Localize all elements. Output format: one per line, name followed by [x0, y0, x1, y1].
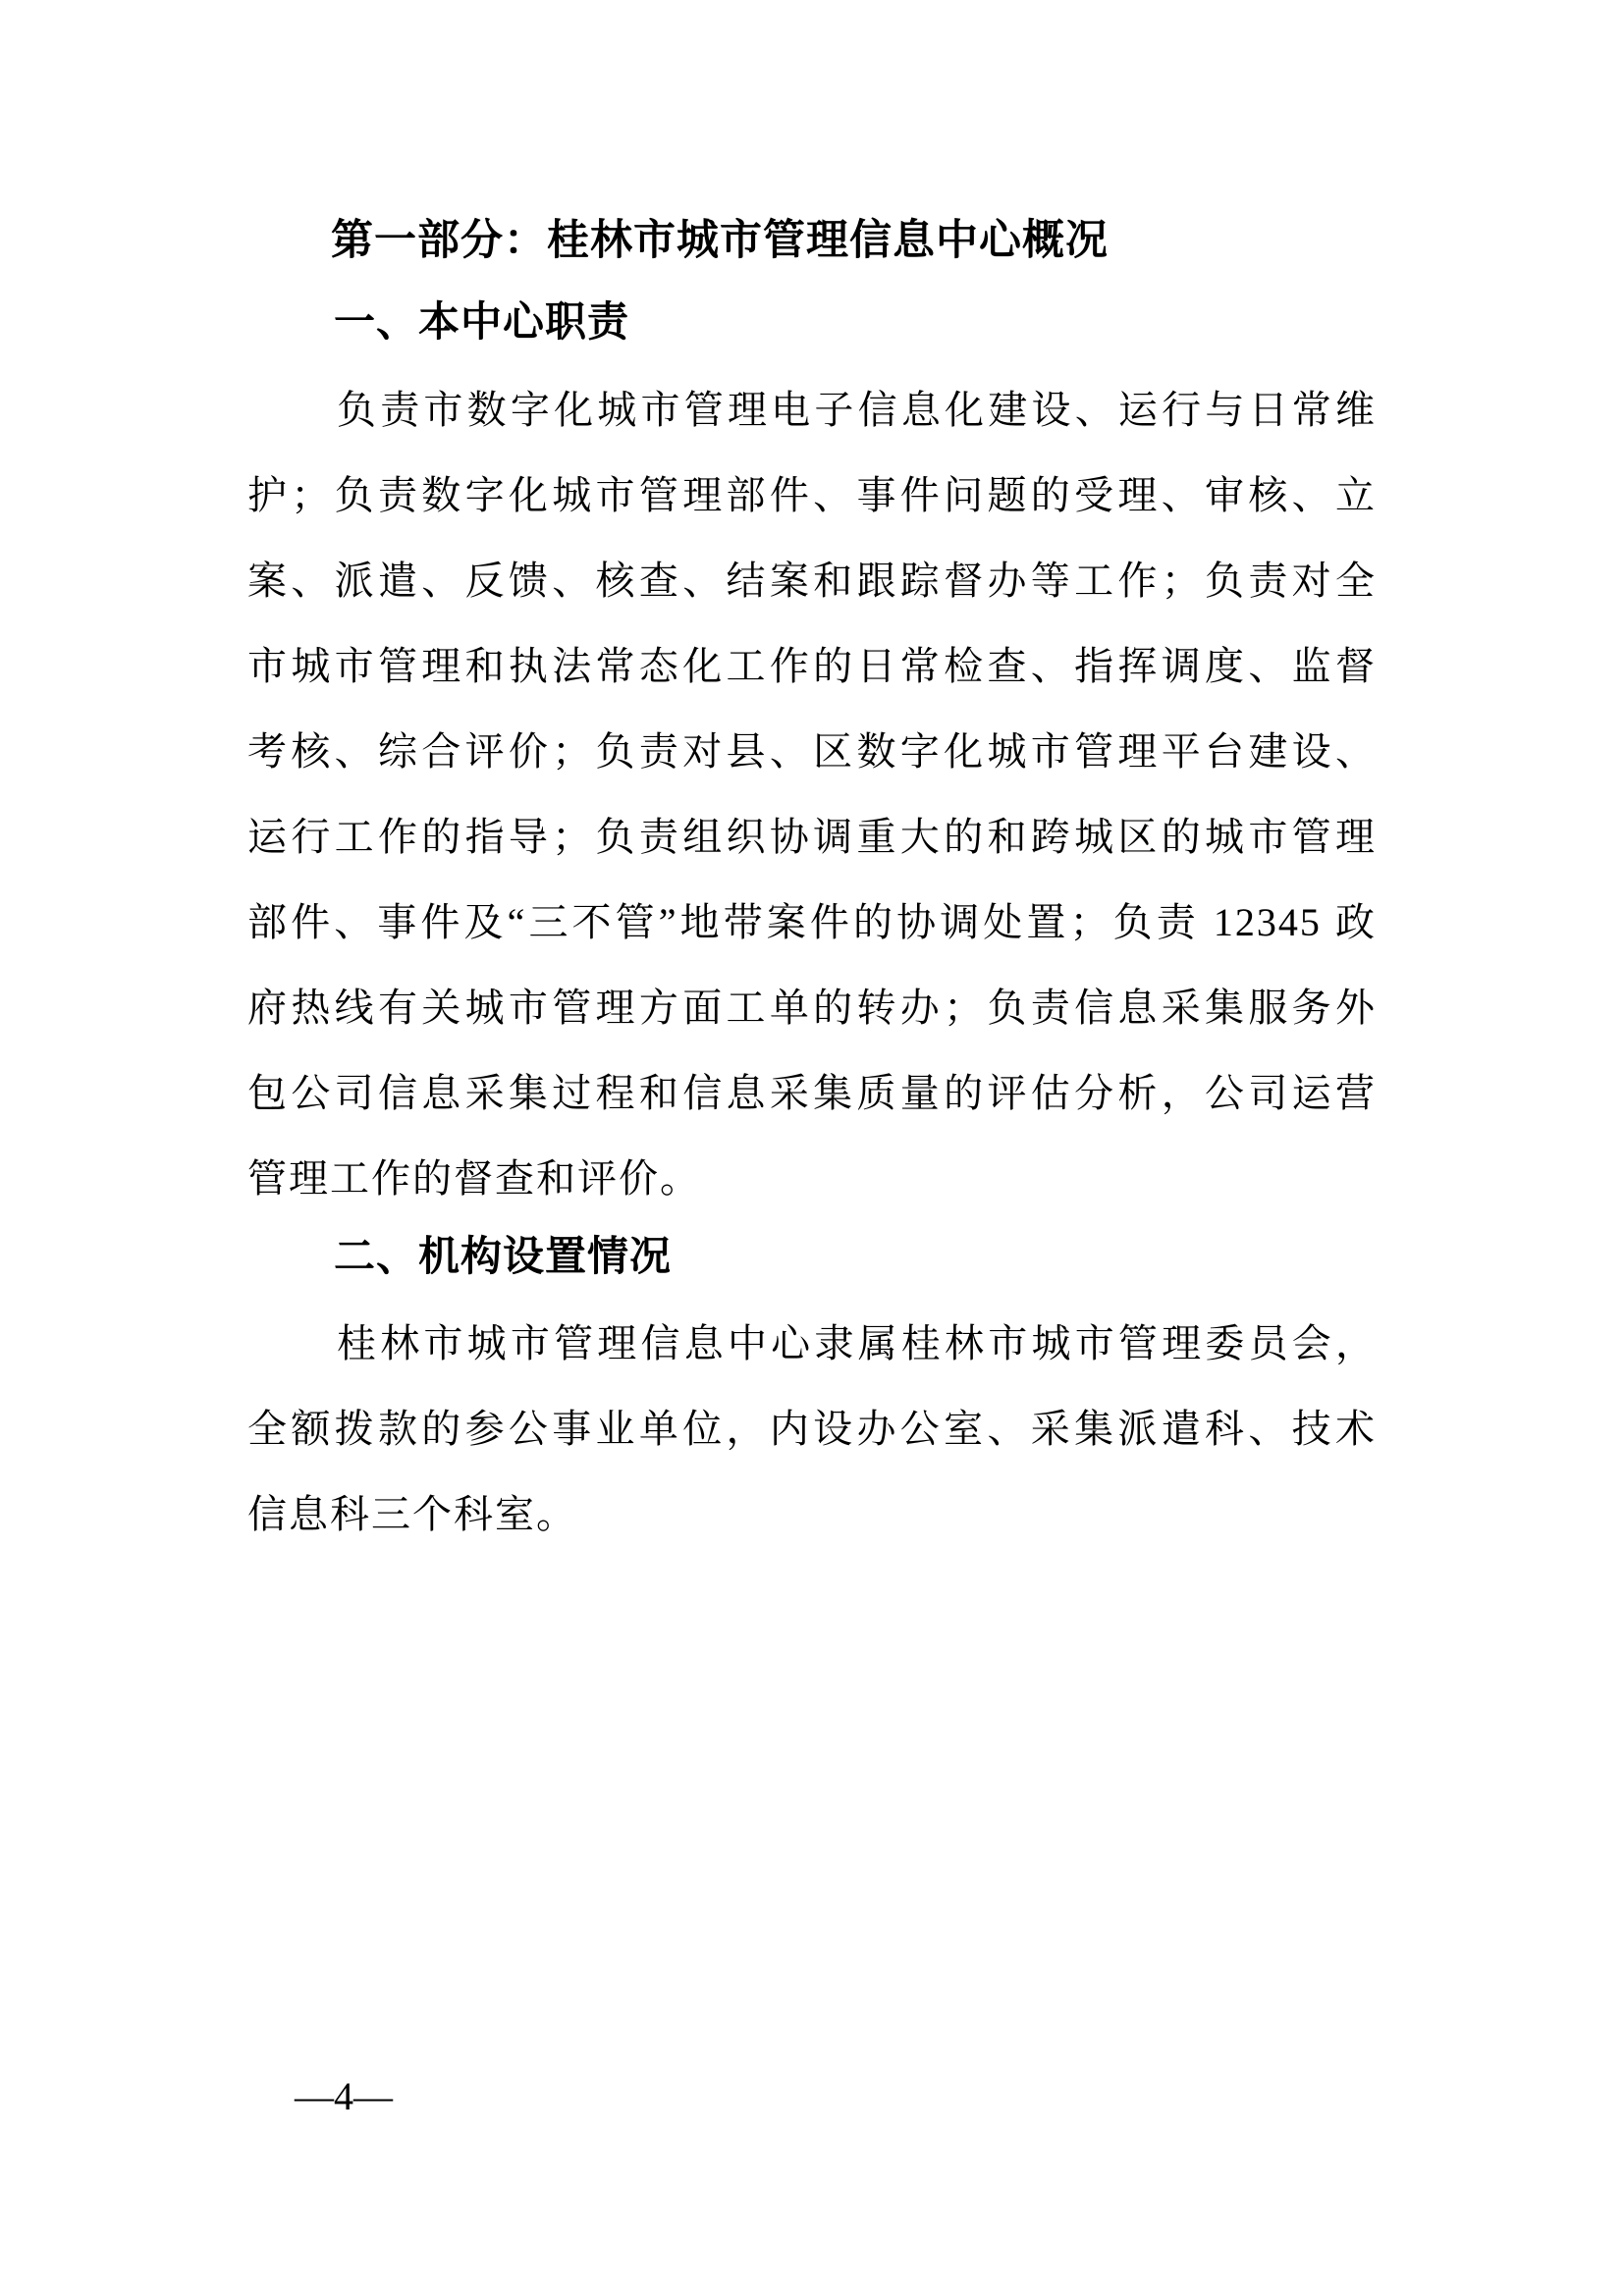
text-line: 考核、综合评价；负责对县、区数字化城市管理平台建设、 [247, 729, 1377, 774]
text-line: 护；负责数字化城市管理部件、事件问题的受理、审核、立 [247, 473, 1377, 517]
text-line: 市城市管理和执法常态化工作的日常检查、指挥调度、监督 [247, 644, 1377, 688]
text-line: 部件、事件及“三不管”地带案件的协调处置；负责 12345 政 [247, 900, 1377, 944]
text-line: 运行工作的指导；负责组织协调重大的和跨城区的城市管理 [247, 815, 1377, 859]
text-line: 管理工作的督查和评价。 [247, 1156, 701, 1201]
text-line: 负责市数字化城市管理电子信息化建设、运行与日常维 [337, 388, 1377, 432]
section-2-heading: 二、机构设置情况 [334, 1233, 673, 1279]
page-title: 第一部分：桂林市城市管理信息中心概况 [331, 217, 1109, 264]
text-line: 包公司信息采集过程和信息采集质量的评估分析，公司运营 [247, 1071, 1377, 1115]
section-2-paragraph [247, 1301, 1377, 1557]
page-number: —4— [295, 2074, 393, 2118]
text-line: 案、派遣、反馈、核查、结案和跟踪督办等工作；负责对全 [247, 559, 1377, 603]
text-line: 府热线有关城市管理方面工单的转办；负责信息采集服务外 [247, 986, 1377, 1030]
text-line: 信息科三个科室。 [247, 1492, 577, 1536]
text-line: 全额拨款的参公事业单位，内设办公室、采集派遣科、技术 [247, 1407, 1377, 1451]
section-1-paragraph [247, 367, 1377, 1221]
section-1-heading: 一、本中心职责 [334, 298, 630, 345]
text-line: 桂林市城市管理信息中心隶属桂林市城市管理委员会， [337, 1321, 1377, 1365]
